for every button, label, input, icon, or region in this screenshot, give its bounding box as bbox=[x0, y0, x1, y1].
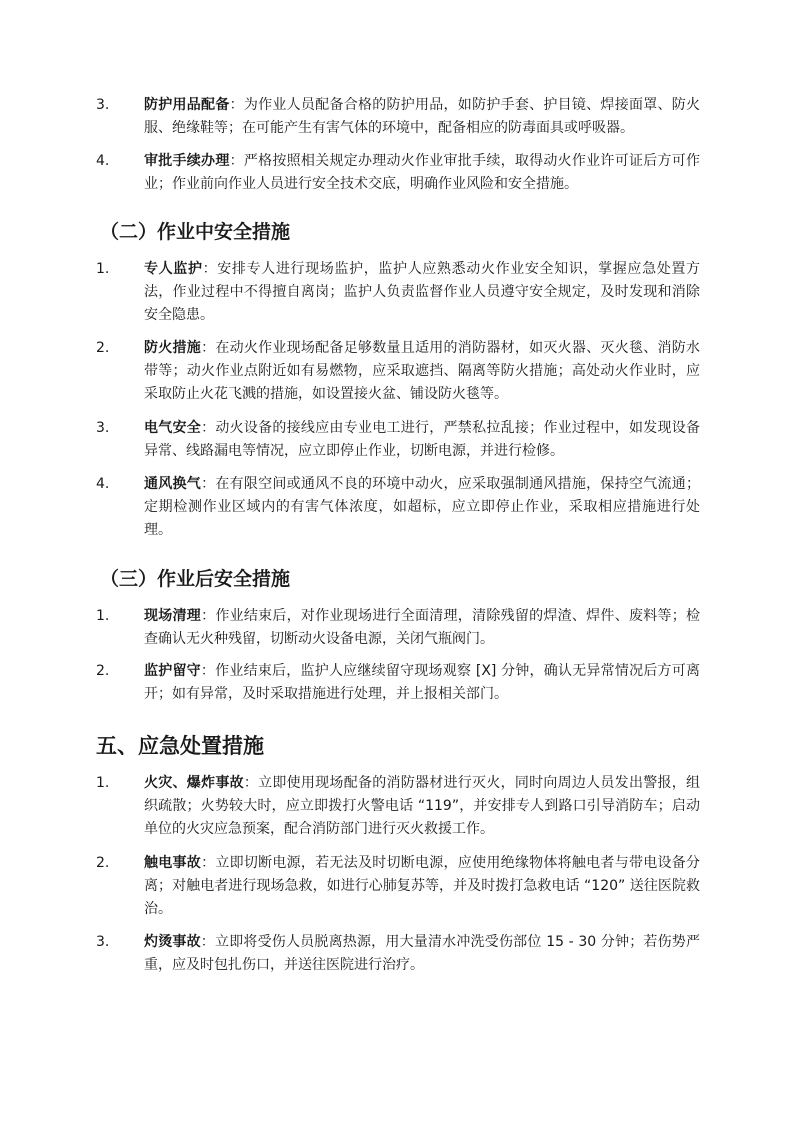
item-text: 火灾、爆炸事故：立即使用现场配备的消防器材进行灭火，同时向周边人员发出警报，组织疏散；火势较大时，应立即拨打火警电话 “119”，并安排专人到路口引导消防车；启动单位的火灾应急预案，配合消防部门进行灭火救援工作。 bbox=[144, 775, 701, 837]
item-term: 防火措施 bbox=[144, 340, 202, 356]
item-body: 立即切断电源，若无法及时切断电源，应使用绝缘物体将触电者与带电设备分离；对触电者进行现场急救，如进行心肺复苏等，并及时拨打急救电话 “120” 送往医院救治。 bbox=[144, 855, 701, 917]
item-number: 2. bbox=[96, 340, 110, 356]
item-number: 2. bbox=[96, 855, 110, 871]
item-term: 灼烫事故 bbox=[144, 934, 201, 950]
item-term: 专人监护 bbox=[144, 261, 203, 277]
item-body: 作业结束后，对作业现场进行全面清理，清除残留的焊渣、焊件、废料等；检查确认无火种残留，切断动火设备电源，关闭气瓶阀门。 bbox=[144, 608, 701, 647]
item-text: 灼烫事故：立即将受伤人员脱离热源，用大量清水冲洗受伤部位 15 - 30 分钟；若伤势严重，应及时包扎伤口，并送往医院进行治疗。 bbox=[144, 934, 701, 973]
item-text: 监护留守：作业结束后，监护人应继续留守现场观察 [X] 分钟，确认无异常情况后方可离开；如有异常，及时采取措施进行处理，并上报相关部门。 bbox=[144, 663, 701, 702]
item-text: 电气安全：动火设备的接线应由专业电工进行，严禁私拉乱接；作业过程中，如发现设备异常、线路漏电等情况，应立即停止作业，切断电源，并进行检修。 bbox=[144, 420, 701, 459]
item-number: 1. bbox=[96, 261, 110, 277]
item-term: 防护用品配备 bbox=[144, 97, 230, 113]
item-body: 立即使用现场配备的消防器材进行灭火，同时向周边人员发出警报，组织疏散；火势较大时，应立即拨打火警电话 “119”，并安排专人到路口引导消防车；启动单位的火灾应急预案，配合消防部门进行灭火救援工作。 bbox=[144, 775, 701, 837]
item-number: 1. bbox=[96, 775, 110, 791]
chapter-heading: 五、应急处置措施 bbox=[96, 734, 264, 758]
item-text: 防护用品配备：为作业人员配备合格的防护用品，如防护手套、护目镜、焊接面罩、防火服、绝缘鞋等；在可能产生有害气体的环境中，配备相应的防毒面具或呼吸器。 bbox=[144, 97, 701, 136]
item-term: 通风换气 bbox=[144, 476, 202, 492]
item-number: 4. bbox=[96, 476, 110, 492]
item-body: 在动火作业现场配备足够数量且适用的消防器材，如灭火器、灭火毯、消防水带等；动火作业点附近如有易燃物，应采取遮挡、隔离等防火措施；高处动火作业时，应采取防止火花飞溅的措施，如设置接火盆、铺设防火毯等。 bbox=[144, 340, 701, 402]
item-term: 监护留守 bbox=[144, 663, 201, 679]
item-number: 3. bbox=[96, 97, 110, 113]
item-body: 作业结束后，监护人应继续留守现场观察 [X] 分钟，确认无异常情况后方可离开；如有异常，及时采取措施进行处理，并上报相关部门。 bbox=[144, 663, 701, 702]
item-number: 3. bbox=[96, 934, 110, 950]
item-number: 1. bbox=[96, 608, 110, 624]
item-text: 审批手续办理：严格按照相关规定办理动火作业审批手续，取得动火作业许可证后方可作业；作业前向作业人员进行安全技术交底，明确作业风险和安全措施。 bbox=[144, 153, 701, 192]
item-number: 3. bbox=[96, 420, 110, 436]
item-term: 火灾、爆炸事故 bbox=[144, 775, 244, 791]
item-text: 现场清理：作业结束后，对作业现场进行全面清理，清除残留的焊渣、焊件、废料等；检查确认无火种残留，切断动火设备电源，关闭气瓶阀门。 bbox=[144, 608, 701, 647]
item-body: 动火设备的接线应由专业电工进行，严禁私拉乱接；作业过程中，如发现设备异常、线路漏电等情况，应立即停止作业，切断电源，并进行检修。 bbox=[144, 420, 701, 459]
item-number: 4. bbox=[96, 153, 110, 169]
item-body: 为作业人员配备合格的防护用品，如防护手套、护目镜、焊接面罩、防火服、绝缘鞋等；在可能产生有害气体的环境中，配备相应的防毒面具或呼吸器。 bbox=[144, 97, 701, 136]
item-body: 立即将受伤人员脱离热源，用大量清水冲洗受伤部位 15 - 30 分钟；若伤势严重，应及时包扎伤口，并送往医院进行治疗。 bbox=[144, 934, 701, 973]
section-heading: （三）作业后安全措施 bbox=[100, 568, 291, 590]
item-text: 专人监护：安排专人进行现场监护，监护人应熟悉动火作业安全知识，掌握应急处置方法，作业过程中不得擅自离岗；监护人负责监督作业人员遵守安全规定，及时发现和消除安全隐患。 bbox=[144, 261, 701, 323]
item-body: 安排专人进行现场监护，监护人应熟悉动火作业安全知识，掌握应急处置方法，作业过程中不得擅自离岗；监护人负责监督作业人员遵守安全规定，及时发现和消除安全隐患。 bbox=[144, 261, 701, 323]
item-text: 触电事故：立即切断电源，若无法及时切断电源，应使用绝缘物体将触电者与带电设备分离；对触电者进行现场急救，如进行心肺复苏等，并及时拨打急救电话 “120” 送往医院救治。 bbox=[144, 855, 701, 917]
section-heading: （二）作业中安全措施 bbox=[100, 221, 291, 243]
item-number: 2. bbox=[96, 663, 110, 679]
item-text: 防火措施：在动火作业现场配备足够数量且适用的消防器材，如灭火器、灭火毯、消防水带等；动火作业点附近如有易燃物，应采取遮挡、隔离等防火措施；高处动火作业时，应采取防止火花飞溅的措施，如设置接火盆、铺设防火毯等。 bbox=[144, 340, 701, 402]
item-body: 在有限空间或通风不良的环境中动火，应采取强制通风措施，保持空气流通；定期检测作业区域内的有害气体浓度，如超标，应立即停止作业，采取相应措施进行处理。 bbox=[144, 476, 701, 538]
item-term: 审批手续办理 bbox=[144, 153, 230, 169]
item-term: 触电事故 bbox=[144, 855, 202, 871]
item-body: 严格按照相关规定办理动火作业审批手续，取得动火作业许可证后方可作业；作业前向作业人员进行安全技术交底，明确作业风险和安全措施。 bbox=[144, 153, 701, 192]
item-text: 通风换气：在有限空间或通风不良的环境中动火，应采取强制通风措施，保持空气流通；定期检测作业区域内的有害气体浓度，如超标，应立即停止作业，采取相应措施进行处理。 bbox=[144, 476, 701, 538]
item-term: 电气安全 bbox=[144, 420, 202, 436]
item-term: 现场清理 bbox=[144, 608, 202, 624]
